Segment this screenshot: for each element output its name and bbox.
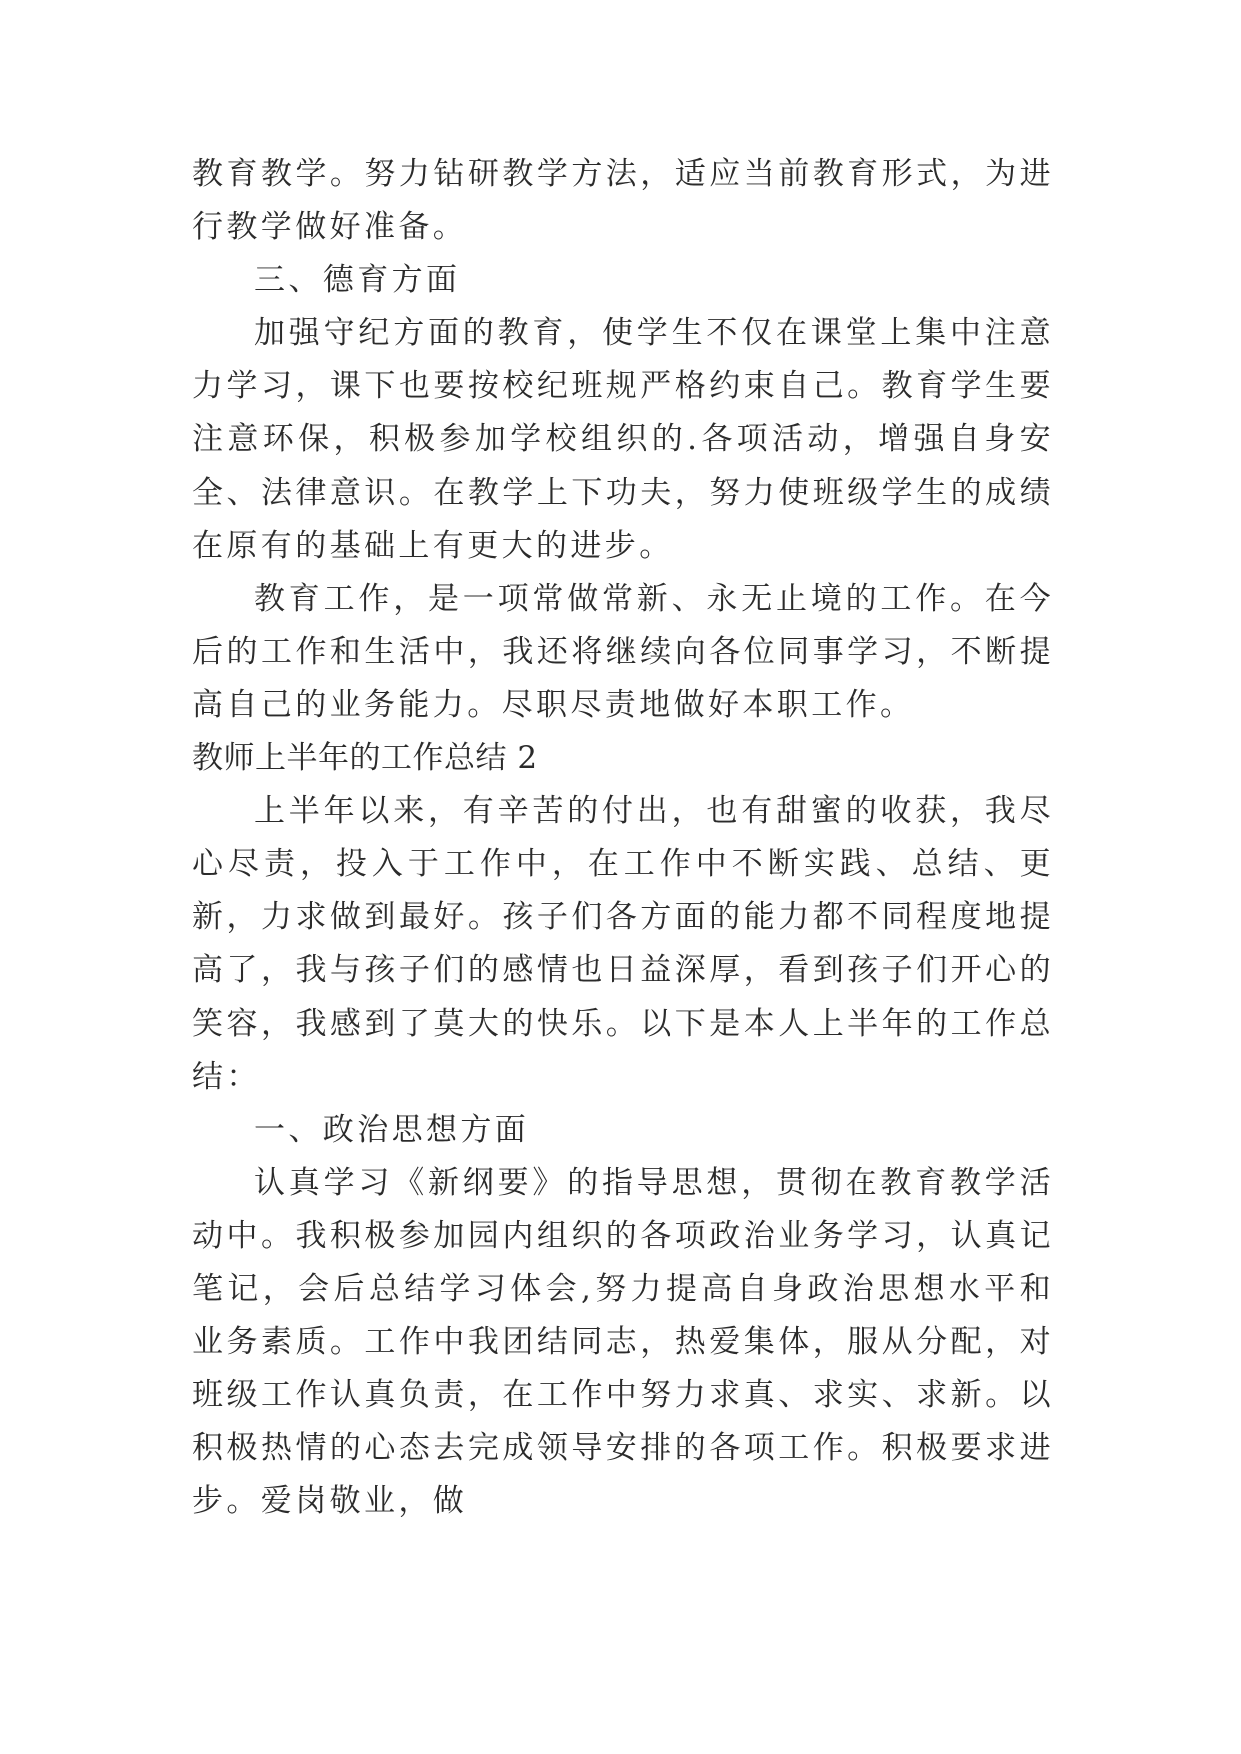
section-heading-political-thought: 一、政治思想方面 <box>254 1111 530 1148</box>
document-title-summary-2: 教师上半年的工作总结 2 <box>192 740 538 777</box>
section-heading-moral-education: 三、德育方面 <box>254 262 461 299</box>
paragraph-half-year-intro: 上半年以来，有辛苦的付出，也有甜蜜的收获，我尽心尽责，投入于工作中，在工作中不断实践、总结、更新，力求做到最好。孩子们各方面的能力都不同程度地提高了，我与孩子们的感情也日益深厚，看到孩子们开心的笑容，我感到了莫大的快乐。以下是本人上半年的工作总结： <box>192 793 1054 1095</box>
paragraph-education-work: 教育工作，是一项常做常新、永无止境的工作。在今后的工作和生活中，我还将继续向各位同事学习，不断提高自己的业务能力。尽职尽责地做好本职工作。 <box>192 580 1054 723</box>
paragraph-discipline-education: 加强守纪方面的教育，使学生不仅在课堂上集中注意力学习，课下也要按校纪班规严格约束自己。教育学生要注意环保，积极参加学校组织的.各项活动，增强自身安全、法律意识。在教学上下功夫，努力使班级学生的成绩在原有的基础上有更大的进步。 <box>192 315 1054 564</box>
document-body <box>192 148 1054 1528</box>
paragraph-political-study: 认真学习《新纲要》的指导思想，贯彻在教育教学活动中。我积极参加园内组织的各项政治业务学习，认真记笔记，会后总结学习体会,努力提高自身政治思想水平和业务素质。工作中我团结同志，热爱集体，服从分配，对班级工作认真负责，在工作中努力求真、求实、求新。以积极热情的心态去完成领导安排的各项工作。积极要求进步。爱岗敬业，做 <box>192 1164 1054 1520</box>
paragraph-teaching-prep: 教育教学。努力钻研教学方法，适应当前教育形式，为进行教学做好准备。 <box>192 156 1054 246</box>
